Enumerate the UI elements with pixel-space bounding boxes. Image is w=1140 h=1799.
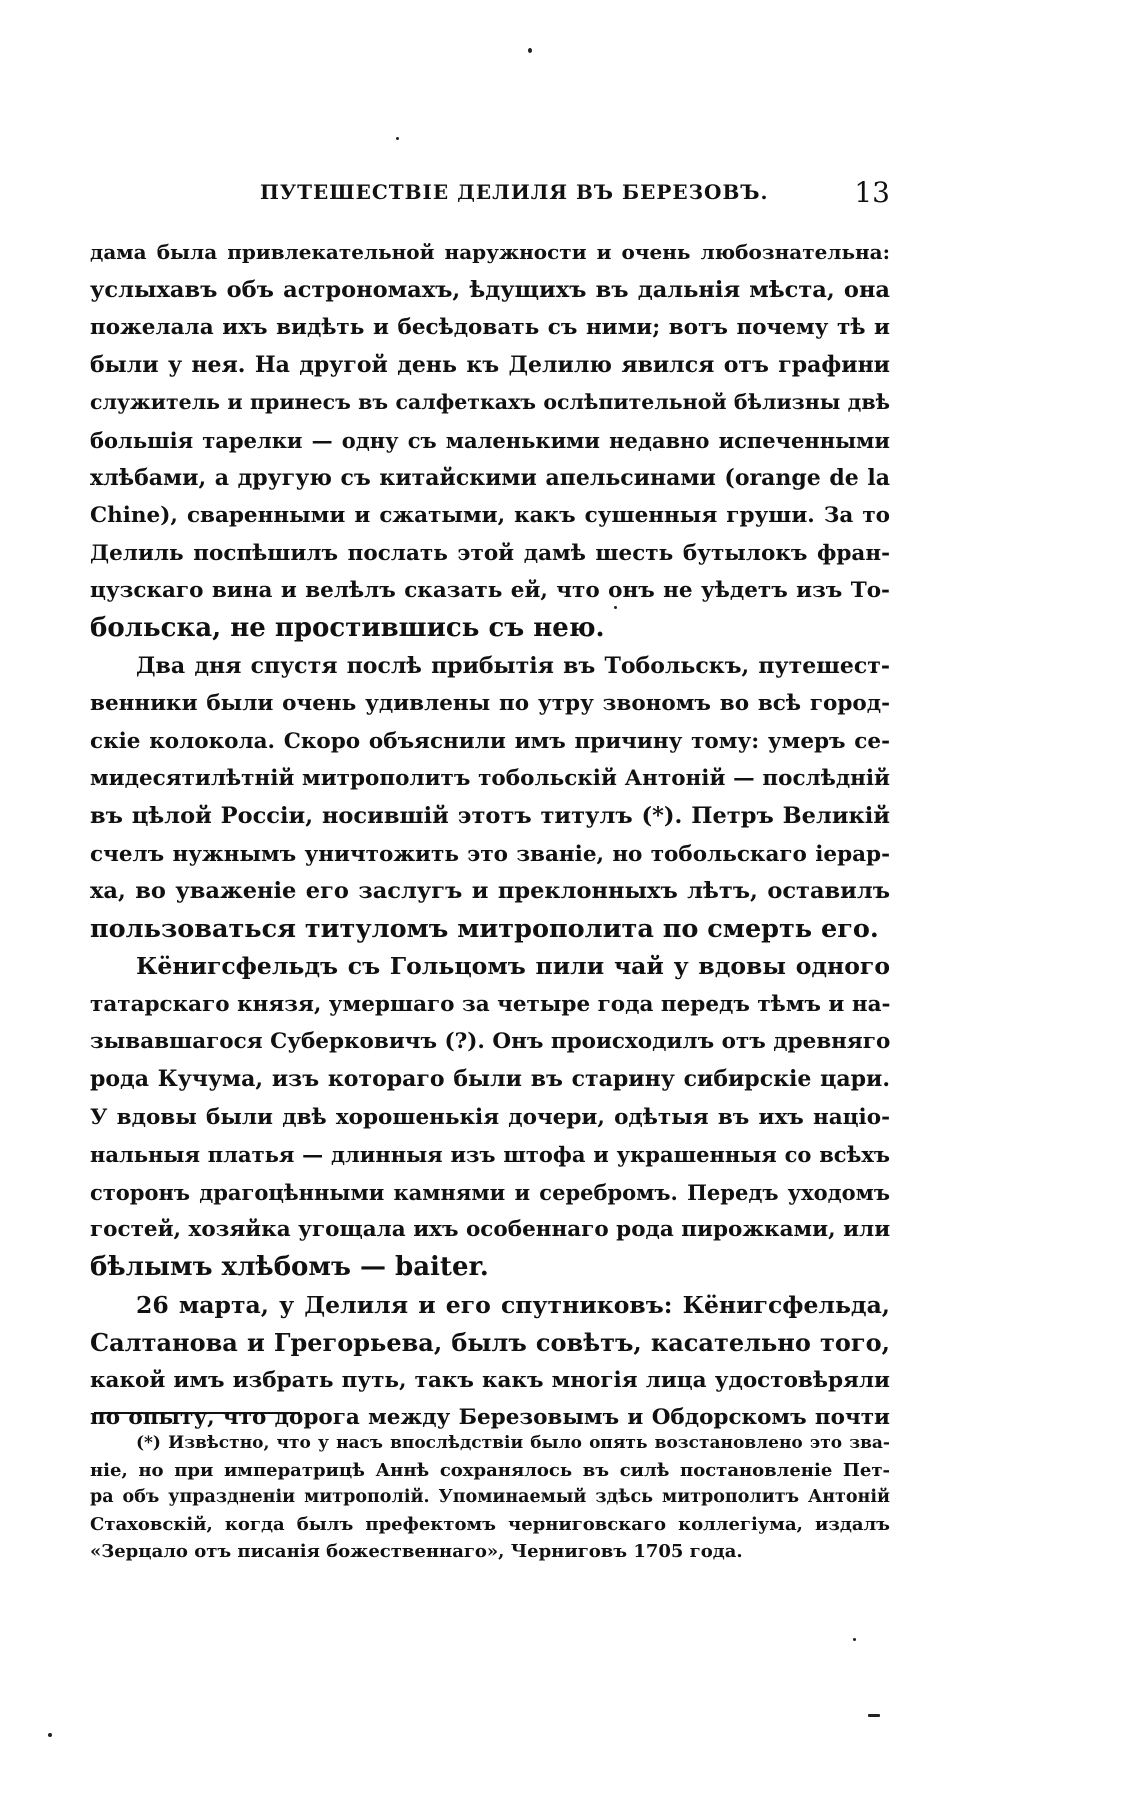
- text-line: нальныя платья — длинныя изъ штофа и украшенныя со всѣхъ: [90, 1142, 890, 1168]
- page-header: [90, 176, 890, 216]
- text-line: татарскаго князя, умершаго за четыре года передъ тѣмъ и на-: [90, 991, 891, 1017]
- print-speck: [48, 1733, 52, 1737]
- text-line: счелъ нужнымъ уничтожить это званіе, но тобольскаго іерар-: [90, 841, 890, 867]
- text-line: венники были очень удивлены по утру звономъ во всѣ город-: [90, 691, 890, 717]
- text-line: бѣлымъ хлѣбомъ — baiter.: [90, 1252, 489, 1283]
- text-line: Салтанова и Грегорьева, былъ совѣтъ, касательно того,: [90, 1328, 890, 1358]
- text-line: Кёнигсфельдъ съ Гольцомъ пили чай у вдовы одного: [136, 952, 890, 981]
- text-line: гостей, хозяйка угощала ихъ особеннаго рода пирожками, или: [90, 1217, 891, 1243]
- text-line: Делиль поспѣшилъ послать этой дамѣ шесть бутылокъ фран-: [90, 540, 890, 566]
- text-line: были у нея. На другой день къ Делилю явился отъ графини: [90, 351, 890, 378]
- print-speck: [528, 48, 532, 53]
- text-line: скіе колокола. Скоро объяснили имъ причину тому: умеръ се-: [90, 728, 890, 754]
- text-line: У вдовы были двѣ хорошенькія дочери, одѣтыя въ ихъ націо-: [90, 1104, 890, 1130]
- text-line: ха, во уваженіе его заслугъ и преклонныхъ лѣтъ, оставилъ: [90, 878, 890, 905]
- text-line: большія тарелки — одну съ маленькими недавно испеченными: [90, 427, 890, 453]
- text-line: зывавшагося Суберковичъ (?). Онъ происходилъ отъ древняго: [90, 1029, 891, 1055]
- text-line: мидесятилѣтній митрополитъ тобольскій Антоній — послѣдній: [90, 766, 890, 792]
- text-line: Chine), сваренными и сжатыми, какъ сушенныя груши. За то: [90, 503, 890, 529]
- footnote-line: «Зерцало отъ писанія божественнаго», Черниговъ 1705 года.: [90, 1541, 743, 1562]
- text-line: рода Кучума, изъ котораго были въ старину сибирскіе цари.: [90, 1066, 890, 1093]
- footnote-line: (*) Извѣстно, что у насъ впослѣдствіи было опять возстановлено это зва-: [136, 1433, 890, 1453]
- text-line: 26 марта, у Делиля и его спутниковъ: Кёнигсфельда,: [136, 1290, 890, 1319]
- main-text: [90, 234, 890, 1437]
- text-line: услыхавъ объ астрономахъ, ѣдущихъ въ дальнія мѣста, она: [90, 276, 890, 303]
- text-line: какой имъ избрать путь, такъ какъ многія лица удостовѣряли: [90, 1367, 890, 1393]
- text-line: служитель и принесъ въ салфеткахъ ослѣпительной бѣлизны двѣ: [90, 390, 890, 415]
- text-line: цузскаго вина и велѣлъ сказать ей, что онъ не уѣдетъ изъ То-: [90, 578, 890, 604]
- footnote-line: Стаховскій, когда былъ префектомъ черниговскаго коллегіума, издалъ: [90, 1514, 890, 1535]
- text-line: въ цѣлой Россіи, носившій этотъ титулъ (*). Петръ Великій: [90, 802, 890, 829]
- footnote-divider: [94, 1412, 300, 1414]
- text-line: пожелала ихъ видѣть и бесѣдовать съ ними; вотъ почему тѣ и: [90, 315, 890, 341]
- text-line: пользоваться титуломъ митрополита по смерть его.: [90, 913, 879, 944]
- page-number: 13: [854, 176, 890, 209]
- print-speck: [868, 1714, 880, 1717]
- text-line: хлѣбами, а другую съ китайскими апельсинами (orange de la: [90, 464, 890, 491]
- text-line: Два дня спустя послѣ прибытія въ Тобольскъ, путешест-: [136, 652, 890, 679]
- print-speck: [396, 137, 399, 140]
- text-line: сторонъ драгоцѣнными камнями и серебромъ. Передъ уходомъ: [90, 1179, 890, 1205]
- footnote-line: ра объ упраздненіи митрополій. Упоминаемый здѣсь митрополитъ Антоній: [90, 1487, 890, 1507]
- text-line: по опыту, что дорога между Березовымъ и Обдорскомъ почти: [90, 1405, 890, 1431]
- footnote: [90, 1430, 890, 1565]
- print-speck: [853, 1638, 856, 1641]
- footnote-line: ніе, но при императрицѣ Аннѣ сохранялось въ силѣ постановленіе Пет-: [90, 1460, 890, 1481]
- text-line: больска, не простившись съ нею.: [90, 612, 605, 643]
- text-line: дама была привлекательной наружности и очень любознательна:: [90, 240, 890, 264]
- running-title: ПУТЕШЕСТВІЕ ДЕЛИЛЯ ВЪ БЕРЕЗОВЪ.: [260, 180, 769, 204]
